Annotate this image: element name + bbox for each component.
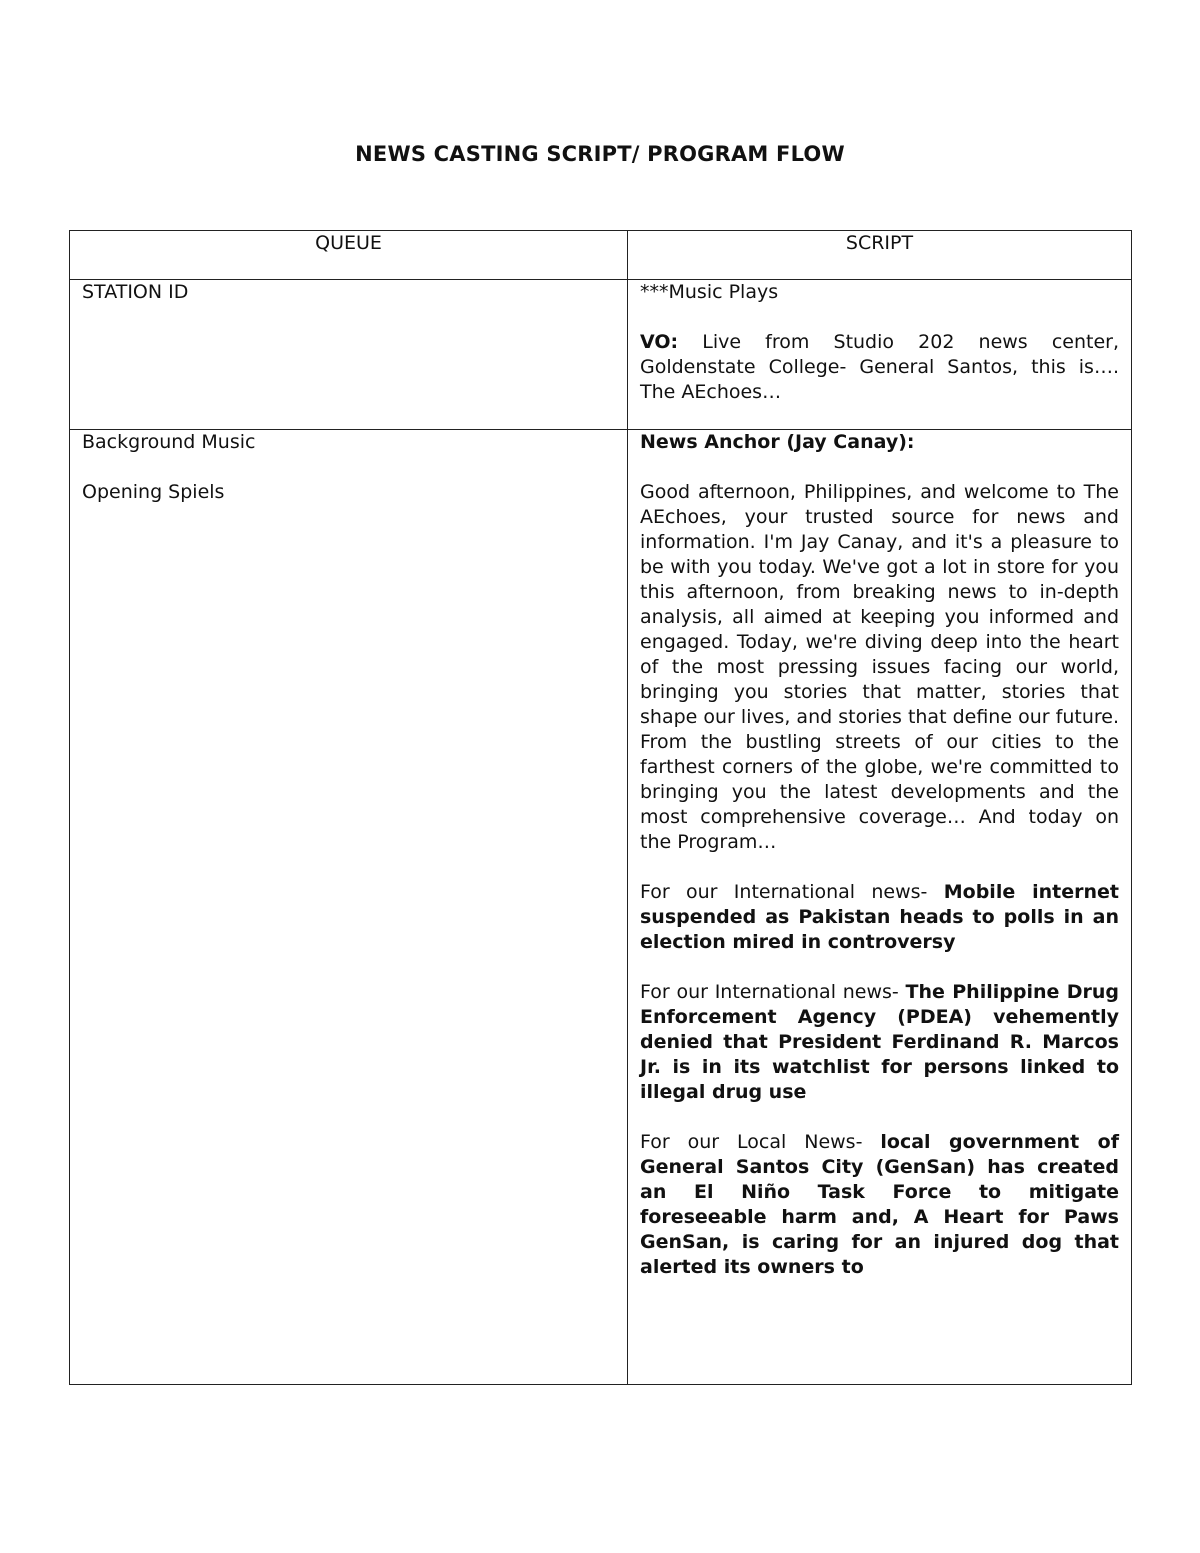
table-row (70, 280, 1132, 430)
queue-cell (70, 280, 628, 430)
voice-over-paragraph (640, 330, 1119, 405)
queue-item-station-id: STATION ID (82, 281, 189, 303)
headline-text: local government of General Santos City (GenSan) has created an El Niño Task Force to mitigate foreseeable harm and, A Heart for Paws GenSan, is caring for an injured dog that alerted its owners to (640, 1131, 1120, 1278)
queue-cell (70, 430, 628, 1385)
queue-item-opening-spiels: Opening Spiels (82, 481, 225, 503)
script-table (69, 230, 1132, 1385)
script-cell (628, 280, 1132, 430)
headline-text: Mobile internet suspended as Pakistan heads to polls in an election mired in controversy (640, 881, 1119, 953)
script-cell (628, 430, 1132, 1385)
anchor-label: News Anchor (Jay Canay): (640, 431, 915, 453)
vo-label: VO: (640, 331, 679, 353)
headline-prefix: For our International news- (640, 881, 944, 903)
headline-prefix: For our International news- (640, 981, 906, 1003)
page-title: NEWS CASTING SCRIPT/ PROGRAM FLOW (355, 142, 845, 166)
headline-paragraph (640, 1130, 1119, 1280)
queue-column-header: QUEUE (70, 231, 628, 280)
vo-text: Live from Studio 202 news center, Goldenstate College- General Santos, this is…. The AEchoes… (640, 331, 1119, 403)
script-column-header: SCRIPT (628, 231, 1132, 280)
headline-prefix: For our Local News- (640, 1131, 881, 1153)
headline-paragraph (640, 880, 1119, 955)
table-header-row (70, 231, 1132, 280)
headline-text: The Philippine Drug Enforcement Agency (PDEA) vehemently denied that President Ferdinand R. Marcos Jr. is in its watchlist for persons linked to illegal drug use (640, 981, 1119, 1103)
table-row (70, 430, 1132, 1385)
headline-paragraph (640, 980, 1119, 1105)
opening-spiel-paragraph: Good afternoon, Philippines, and welcome to The AEchoes, your trusted source for news and information. I'm Jay Canay, and it's a pleasure to be with you today. We've got a lot in store for you this afternoon, from breaking news to in-depth analysis, all aimed at keeping you informed and engaged. Today, we're diving deep into the heart of the most pressing issues facing our world, bringing you stories that matter, stories that shape our lives, and stories that define our future. From the bustling streets of our cities to the farthest corners of the globe, we're committed to bringing you the latest developments and the most comprehensive coverage… And today on the Program… (640, 481, 1119, 853)
music-cue: ***Music Plays (640, 281, 779, 303)
queue-item-background-music: Background Music (82, 431, 256, 453)
